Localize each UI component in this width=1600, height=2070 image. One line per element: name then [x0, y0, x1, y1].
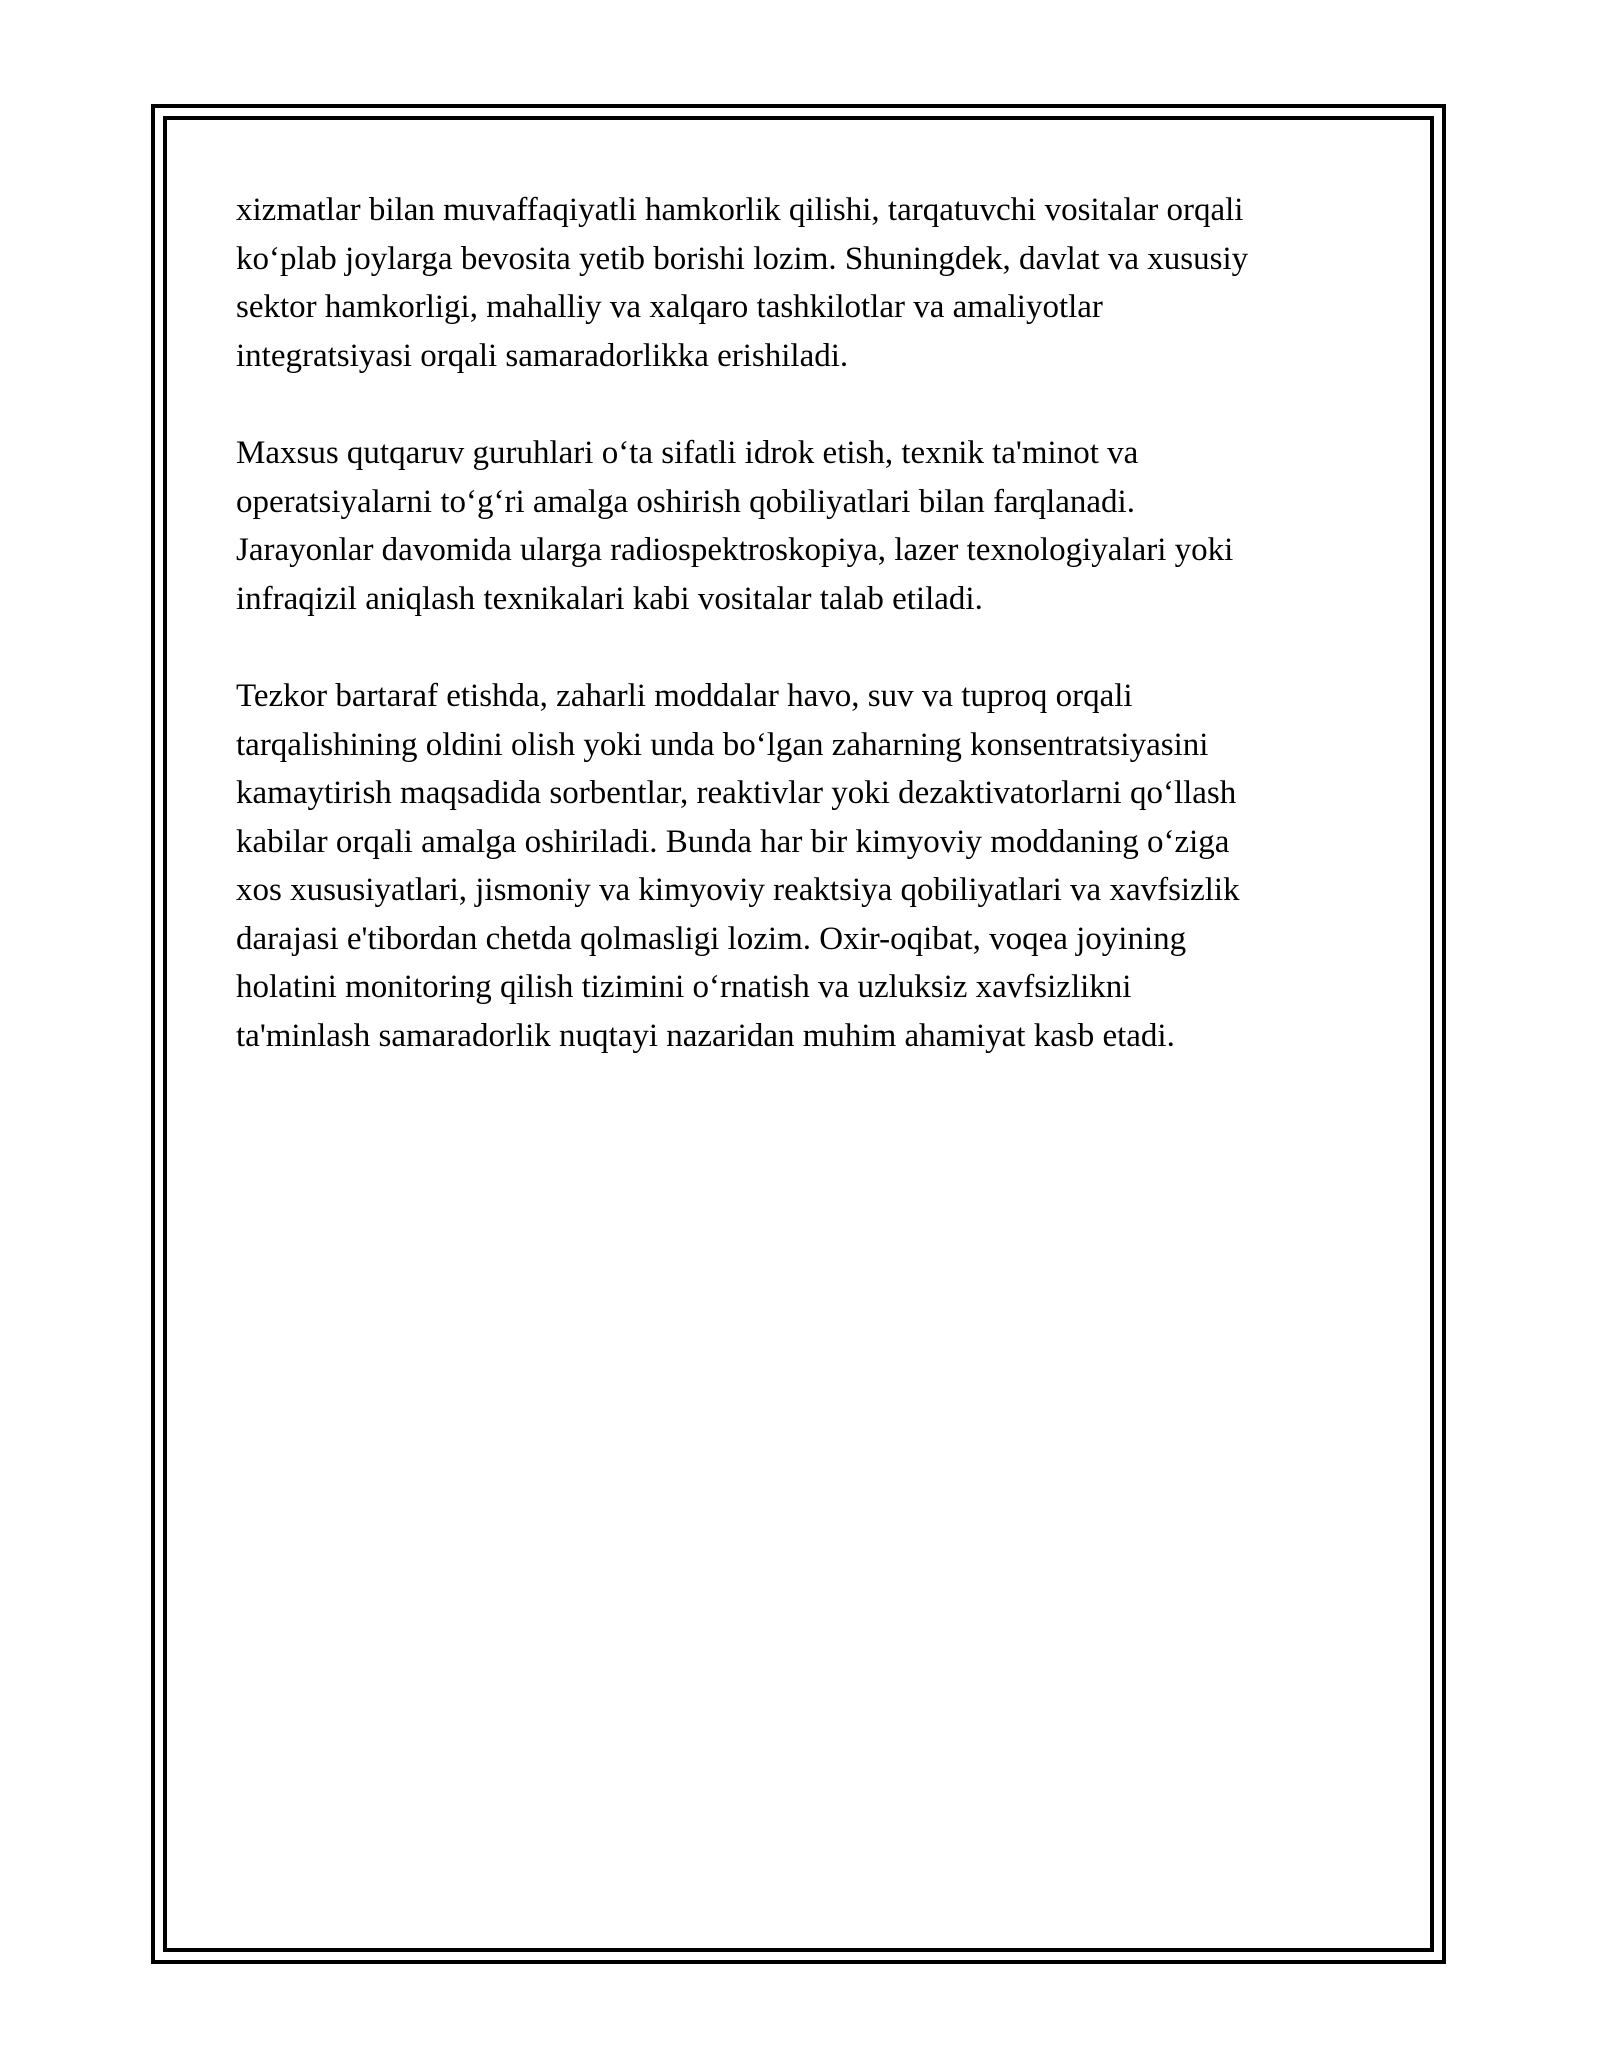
text-line: holatini monitoring qilish tizimini o‘rnatish va uzluksiz xavfsizlikni	[236, 969, 1132, 1005]
text-line: kamaytirish maqsadida sorbentlar, reaktivlar yoki dezaktivatorlarni qo‘llash	[236, 775, 1237, 811]
text-line: Tezkor bartaraf etishda, zaharli moddalar havo, suv va tuproq orqali	[236, 678, 1133, 714]
text-line: Maxsus qutqaruv guruhlari o‘ta sifatli idrok etish, texnik ta'minot va	[236, 435, 1139, 471]
text-line: ko‘plab joylarga bevosita yetib borishi lozim. Shuningdek, davlat va xususiy	[236, 240, 1249, 277]
paragraph-1	[236, 186, 1366, 380]
text-line: kabilar orqali amalga oshiriladi. Bunda har bir kimyoviy moddaning o‘ziga	[236, 823, 1230, 860]
text-line: ta'minlash samaradorlik nuqtayi nazaridan muhim ahamiyat kasb etadi.	[236, 1017, 1175, 1054]
text-line: xos xususiyatlari, jismoniy va kimyoviy reaktsiya qobiliyatlari va xavfsizlik	[236, 872, 1240, 908]
document-body	[236, 186, 1366, 1109]
text-line: sektor hamkorligi, mahalliy va xalqaro tashkilotlar va amaliyotlar	[236, 289, 1103, 325]
text-line: integratsiyasi orqali samaradorlikka erishiladi.	[236, 337, 849, 374]
text-line: darajasi e'tibordan chetda qolmasligi lozim. Oxir-oqibat, voqea joyining	[236, 920, 1187, 957]
text-line: infraqizil aniqlash texnikalari kabi vositalar talab etiladi.	[236, 580, 983, 617]
text-line: Jarayonlar davomida ularga radiospektroskopiya, lazer texnologiyalari yoki	[236, 532, 1234, 568]
text-line: xizmatlar bilan muvaffaqiyatli hamkorlik qilishi, tarqatuvchi vositalar orqali	[236, 192, 1244, 228]
paragraph-3	[236, 672, 1366, 1060]
paragraph-2	[236, 429, 1366, 623]
text-line: operatsiyalarni to‘g‘ri amalga oshirish qobiliyatlari bilan farqlanadi.	[236, 483, 1135, 520]
text-line: tarqalishining oldini olish yoki unda bo‘lgan zaharning konsentratsiyasini	[236, 726, 1209, 763]
